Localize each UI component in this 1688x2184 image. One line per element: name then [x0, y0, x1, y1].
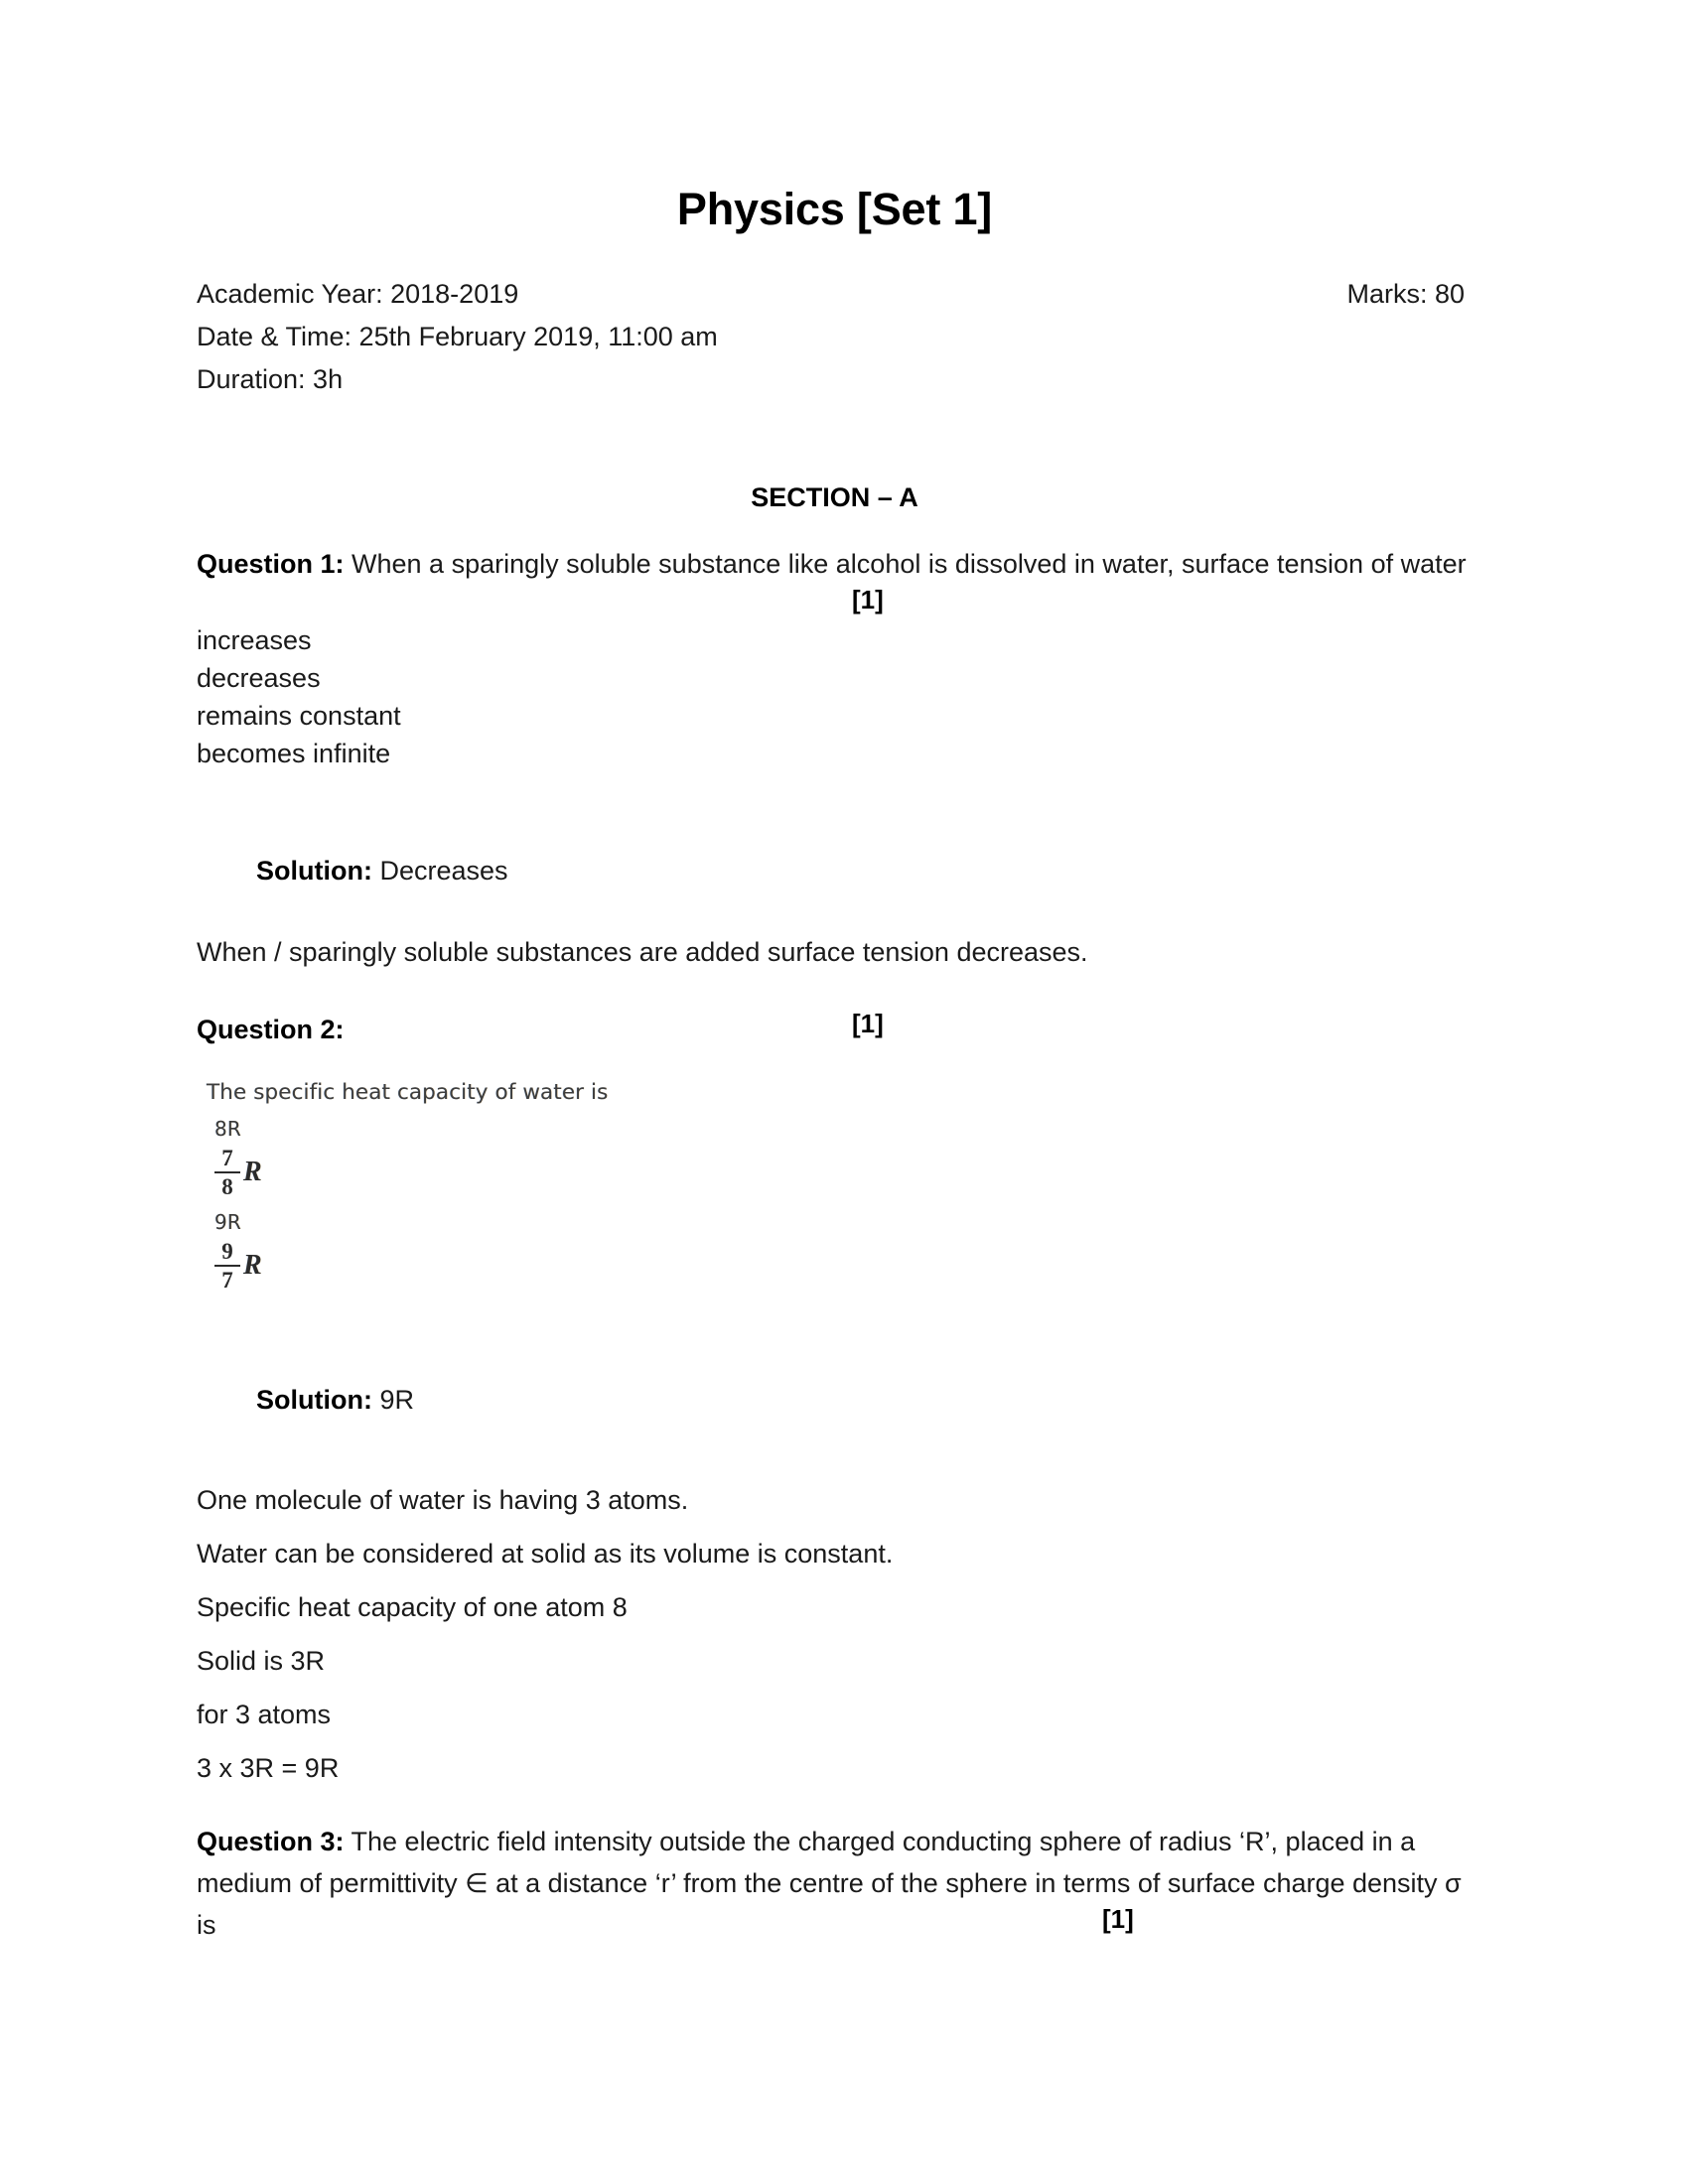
solution-answer-line	[197, 1339, 1473, 1461]
question-1-block	[197, 543, 1473, 614]
solution-detail-line: Solid is 3R	[197, 1646, 326, 1676]
question-1-text	[197, 543, 1473, 585]
option-item[interactable]: becomes infinite	[197, 739, 391, 768]
question-3-text	[197, 1821, 1473, 1946]
solution-answer: Decreases	[371, 856, 508, 886]
question-3-body: The electric field intensity outside the charged conducting sphere of radius ‘R’, placed in a medium of permittivity ∈ at a distance ‘r’ from the centre of the sphere in terms of surface charge density σ is	[197, 1827, 1462, 1940]
fraction-variable: R	[243, 1157, 262, 1187]
exam-meta-block	[197, 273, 1473, 401]
solution-detail-line: Specific heat capacity of one atom 8	[197, 1592, 628, 1622]
solution-answer: 9R	[371, 1385, 415, 1415]
section-heading: SECTION – A	[751, 482, 918, 512]
solution-detail-line: 3 x 3R = 9R	[197, 1753, 340, 1783]
solution-detail-line: When / sparingly soluble substances are added surface tension decreases.	[197, 937, 1088, 967]
fraction-denominator: 7	[221, 1268, 233, 1293]
question-3-block	[197, 1821, 1473, 1946]
question-1-solution	[197, 810, 1473, 973]
fraction	[214, 1147, 240, 1198]
question-1-mark: [1]	[852, 585, 884, 614]
fraction-denominator: 8	[221, 1174, 233, 1199]
fraction-variable: R	[243, 1250, 262, 1281]
question-1-body: When a sparingly soluble substance like alcohol is dissolved in water, surface tension of water	[344, 549, 1467, 579]
page-content	[197, 0, 1473, 1946]
fraction	[214, 1240, 240, 1292]
question-2-text	[197, 1009, 1473, 1050]
option-item[interactable]: increases	[197, 625, 312, 655]
embedded-option-item[interactable]	[214, 1147, 624, 1198]
option-item[interactable]: decreases	[197, 663, 321, 693]
question-3-label: Question 3:	[197, 1827, 345, 1856]
question-2-mark: [1]	[852, 1009, 884, 1038]
solution-detail-line: for 3 atoms	[197, 1700, 332, 1729]
option-item[interactable]: remains constant	[197, 701, 401, 731]
total-marks: Marks: 80	[1346, 279, 1465, 309]
academic-year: Academic Year: 2018-2019	[197, 279, 519, 309]
question-2-embedded-image	[207, 1080, 624, 1292]
question-2-block	[197, 1009, 1473, 1050]
embedded-option-item[interactable]: 8R	[214, 1117, 242, 1141]
question-2-solution	[197, 1339, 1473, 1795]
date-and-time: Date & Time: 25th February 2019, 11:00 am	[197, 322, 718, 351]
solution-detail-line: One molecule of water is having 3 atoms.	[197, 1485, 689, 1515]
solution-label: Solution:	[256, 856, 372, 886]
page-title: Physics [Set 1]	[676, 184, 993, 234]
solution-detail-line: Water can be considered at solid as its volume is constant.	[197, 1539, 894, 1569]
fraction-numerator: 7	[221, 1146, 233, 1170]
embedded-option-item[interactable]: 9R	[214, 1210, 242, 1234]
solution-label: Solution:	[256, 1385, 372, 1415]
question-3-mark: [1]	[1102, 1904, 1134, 1934]
question-1-label: Question 1:	[197, 549, 345, 579]
embedded-option-item[interactable]	[214, 1240, 624, 1292]
solution-answer-line	[197, 810, 1473, 932]
question-2-label: Question 2:	[197, 1015, 345, 1044]
fraction-numerator: 9	[221, 1239, 233, 1264]
embedded-question-stem: The specific heat capacity of water is	[207, 1080, 609, 1105]
duration: Duration: 3h	[197, 364, 344, 394]
question-1-options	[197, 621, 1473, 772]
